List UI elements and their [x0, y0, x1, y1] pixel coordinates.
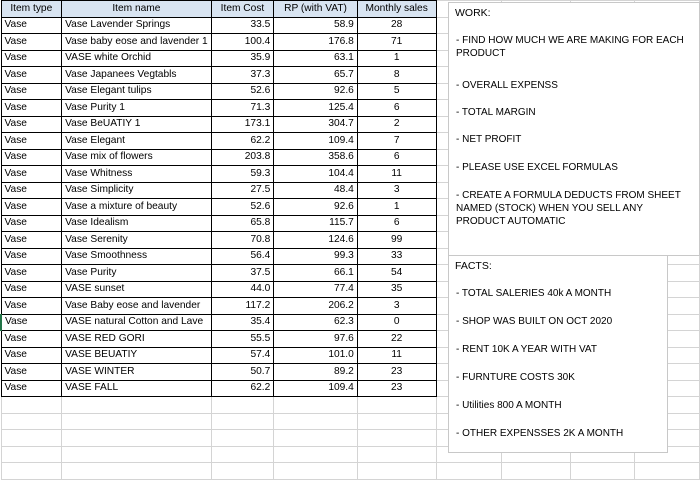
empty-cell[interactable] [570, 463, 634, 480]
cell-monthly-sales[interactable]: 3 [357, 182, 436, 199]
empty-cell[interactable] [357, 413, 436, 430]
cell-rp-with-vat[interactable]: 77.4 [274, 281, 358, 298]
empty-cell[interactable] [211, 397, 274, 414]
cell-item-name[interactable]: Vase Japanees Vegtabls [62, 67, 212, 84]
cell-rp-with-vat[interactable]: 65.7 [274, 67, 358, 84]
cell-rp-with-vat[interactable]: 109.4 [274, 133, 358, 150]
empty-cell[interactable] [357, 463, 436, 480]
cell-item-type[interactable]: Vase [1, 232, 62, 249]
cell-item-name[interactable]: VASE WINTER [62, 364, 212, 381]
empty-cell[interactable] [1, 397, 62, 414]
cell-monthly-sales[interactable]: 11 [357, 347, 436, 364]
facts-panel [448, 255, 668, 453]
cell-rp-with-vat[interactable]: 104.4 [274, 166, 358, 183]
empty-cell[interactable] [62, 463, 212, 480]
cell-item-type[interactable]: Vase [1, 133, 62, 150]
cell-item-type[interactable]: Vase [1, 67, 62, 84]
header-monthly-sales[interactable]: Monthly sales [357, 1, 436, 18]
cell-item-name[interactable]: Vase Serenity [62, 232, 212, 249]
header-item-type[interactable]: Item type [1, 1, 62, 18]
cell-item-type[interactable]: Vase [1, 83, 62, 100]
cell-item-type[interactable]: Vase [1, 248, 62, 265]
cell-item-type[interactable]: Vase [1, 265, 62, 282]
empty-cell[interactable] [211, 413, 274, 430]
cell-item-name[interactable]: Vase a mixture of beauty [62, 199, 212, 216]
cell-rp-with-vat[interactable]: 97.6 [274, 331, 358, 348]
empty-cell[interactable] [1, 413, 62, 430]
cell-item-cost[interactable]: 70.8 [211, 232, 274, 249]
cell-item-type[interactable]: Vase [1, 298, 62, 315]
cell-item-name[interactable]: VASE RED GORI [62, 331, 212, 348]
facts-item-2: - SHOP WAS BUILT ON OCT 2020 [456, 316, 613, 327]
facts-title: FACTS: [455, 260, 492, 272]
cell-rp-with-vat[interactable]: 48.4 [274, 182, 358, 199]
cell-rp-with-vat[interactable]: 62.3 [274, 314, 358, 331]
cell-item-cost[interactable]: 35.9 [211, 50, 274, 67]
cell-monthly-sales[interactable]: 35 [357, 281, 436, 298]
cell-item-cost[interactable]: 52.6 [211, 83, 274, 100]
empty-cell[interactable] [62, 446, 212, 463]
empty-cell[interactable] [501, 463, 570, 480]
cell-item-cost[interactable]: 50.7 [211, 364, 274, 381]
cell-monthly-sales[interactable]: 2 [357, 116, 436, 133]
cell-item-type[interactable]: Vase [1, 166, 62, 183]
empty-cell[interactable] [274, 463, 358, 480]
cell-item-cost[interactable]: 56.4 [211, 248, 274, 265]
cell-rp-with-vat[interactable]: 206.2 [274, 298, 358, 315]
empty-cell[interactable] [274, 430, 358, 447]
cell-item-name[interactable]: Vase baby eose and lavender 1 [62, 34, 212, 51]
empty-cell[interactable] [211, 463, 274, 480]
header-item-name[interactable]: Item name [62, 1, 212, 18]
work-item-4: - NET PROFIT [456, 134, 522, 145]
cell-item-type[interactable]: Vase [1, 347, 62, 364]
empty-cell[interactable] [274, 446, 358, 463]
cell-item-cost[interactable]: 33.5 [211, 17, 274, 34]
empty-cell[interactable] [274, 413, 358, 430]
facts-item-3: - RENT 10K A YEAR WITH VAT [456, 344, 597, 355]
empty-cell[interactable] [1, 463, 62, 480]
cell-item-name[interactable]: VASE white Orchid [62, 50, 212, 67]
cell-monthly-sales[interactable]: 54 [357, 265, 436, 282]
cell-rp-with-vat[interactable]: 125.4 [274, 100, 358, 117]
cell-item-name[interactable]: Vase Whitness [62, 166, 212, 183]
empty-cell[interactable] [62, 430, 212, 447]
work-item-3: - TOTAL MARGIN [456, 107, 536, 118]
cell-rp-with-vat[interactable]: 89.2 [274, 364, 358, 381]
cell-item-cost[interactable]: 173.1 [211, 116, 274, 133]
cell-item-cost[interactable]: 44.0 [211, 281, 274, 298]
cell-item-type[interactable]: Vase [1, 199, 62, 216]
cell-rp-with-vat[interactable]: 92.6 [274, 83, 358, 100]
cell-rp-with-vat[interactable]: 176.8 [274, 34, 358, 51]
cell-item-name[interactable]: Vase Simplicity [62, 182, 212, 199]
empty-cell[interactable] [357, 397, 436, 414]
table-row [1, 463, 700, 480]
empty-cell[interactable] [62, 397, 212, 414]
cell-monthly-sales[interactable]: 5 [357, 83, 436, 100]
cell-rp-with-vat[interactable]: 115.7 [274, 215, 358, 232]
cell-rp-with-vat[interactable]: 58.9 [274, 17, 358, 34]
cell-item-type[interactable]: Vase [1, 314, 62, 331]
cell-item-type[interactable]: Vase [1, 34, 62, 51]
empty-cell[interactable] [211, 446, 274, 463]
cell-monthly-sales[interactable]: 0 [357, 314, 436, 331]
cell-rp-with-vat[interactable]: 92.6 [274, 199, 358, 216]
cell-rp-with-vat[interactable]: 66.1 [274, 265, 358, 282]
cell-item-cost[interactable]: 59.3 [211, 166, 274, 183]
cell-item-cost[interactable]: 27.5 [211, 182, 274, 199]
cell-item-cost[interactable]: 55.5 [211, 331, 274, 348]
cell-item-type[interactable]: Vase [1, 331, 62, 348]
cell-item-name[interactable]: Vase Smoothness [62, 248, 212, 265]
work-item-1: - FIND HOW MUCH WE ARE MAKING FOR EACH PRODUCT [456, 35, 684, 59]
cell-monthly-sales[interactable]: 3 [357, 298, 436, 315]
cell-rp-with-vat[interactable]: 109.4 [274, 380, 358, 397]
cell-item-name[interactable]: VASE FALL [62, 380, 212, 397]
cell-monthly-sales[interactable]: 1 [357, 50, 436, 67]
cell-item-name[interactable]: Vase Elegant tulips [62, 83, 212, 100]
facts-item-6: - OTHER EXPENSSES 2K A MONTH [456, 428, 624, 439]
cell-monthly-sales[interactable]: 71 [357, 34, 436, 51]
empty-cell[interactable] [436, 463, 501, 480]
cell-item-name[interactable]: Vase Baby eose and lavender [62, 298, 212, 315]
cell-item-type[interactable]: Vase [1, 182, 62, 199]
cell-monthly-sales[interactable]: 6 [357, 215, 436, 232]
cell-item-type[interactable]: Vase [1, 17, 62, 34]
cell-item-name[interactable]: Vase mix of flowers [62, 149, 212, 166]
cell-monthly-sales[interactable]: 6 [357, 100, 436, 117]
cell-monthly-sales[interactable]: 7 [357, 133, 436, 150]
cell-item-type[interactable]: Vase [1, 364, 62, 381]
facts-item-5: - Utilities 800 A MONTH [456, 400, 562, 411]
cell-item-type[interactable]: Vase [1, 215, 62, 232]
empty-cell[interactable] [274, 397, 358, 414]
facts-item-4: - FURNTURE COSTS 30K [456, 372, 575, 383]
cell-item-type[interactable]: Vase [1, 281, 62, 298]
cell-item-type[interactable]: Vase [1, 380, 62, 397]
cell-item-cost[interactable]: 37.3 [211, 67, 274, 84]
cell-item-cost[interactable]: 117.2 [211, 298, 274, 315]
cell-monthly-sales[interactable]: 28 [357, 17, 436, 34]
cell-item-cost[interactable]: 35.4 [211, 314, 274, 331]
cell-monthly-sales[interactable]: 8 [357, 67, 436, 84]
cell-monthly-sales[interactable]: 23 [357, 364, 436, 381]
header-rp-with-vat[interactable]: RP (with VAT) [274, 1, 358, 18]
cell-rp-with-vat[interactable]: 99.3 [274, 248, 358, 265]
cell-item-name[interactable]: Vase BeUATIY 1 [62, 116, 212, 133]
header-item-cost[interactable]: Item Cost [211, 1, 274, 18]
cell-monthly-sales[interactable]: 33 [357, 248, 436, 265]
cell-item-cost[interactable]: 71.3 [211, 100, 274, 117]
cell-item-type[interactable]: Vase [1, 116, 62, 133]
cell-item-name[interactable]: VASE sunset [62, 281, 212, 298]
cell-item-name[interactable]: VASE BEUATIY [62, 347, 212, 364]
work-item-6: - CREATE A FORMULA DEDUCTS FROM SHEET NAMED (STOCK) WHEN YOU SELL ANY PRODUCT AUTOMATIC [456, 190, 681, 227]
cell-monthly-sales[interactable]: 22 [357, 331, 436, 348]
cell-item-name[interactable]: Vase Idealism [62, 215, 212, 232]
empty-cell[interactable] [1, 430, 62, 447]
cell-item-type[interactable]: Vase [1, 149, 62, 166]
cell-rp-with-vat[interactable]: 63.1 [274, 50, 358, 67]
cell-item-cost[interactable]: 203.8 [211, 149, 274, 166]
cell-monthly-sales[interactable]: 11 [357, 166, 436, 183]
cell-item-cost[interactable]: 37.5 [211, 265, 274, 282]
empty-cell[interactable] [357, 446, 436, 463]
cell-item-type[interactable]: Vase [1, 100, 62, 117]
empty-cell[interactable] [211, 430, 274, 447]
cell-monthly-sales[interactable]: 99 [357, 232, 436, 249]
cell-rp-with-vat[interactable]: 304.7 [274, 116, 358, 133]
cell-item-cost[interactable]: 57.4 [211, 347, 274, 364]
empty-cell[interactable] [62, 413, 212, 430]
cell-item-cost[interactable]: 62.2 [211, 380, 274, 397]
cell-monthly-sales[interactable]: 6 [357, 149, 436, 166]
cell-item-name[interactable]: Vase Purity [62, 265, 212, 282]
cell-item-cost[interactable]: 62.2 [211, 133, 274, 150]
cell-rp-with-vat[interactable]: 101.0 [274, 347, 358, 364]
cell-item-name[interactable]: Vase Lavender Springs [62, 17, 212, 34]
cell-item-cost[interactable]: 52.6 [211, 199, 274, 216]
cell-item-name[interactable]: Vase Elegant [62, 133, 212, 150]
empty-cell[interactable] [1, 446, 62, 463]
empty-cell[interactable] [357, 430, 436, 447]
cell-monthly-sales[interactable]: 1 [357, 199, 436, 216]
work-item-5: - PLEASE USE EXCEL FORMULAS [456, 162, 618, 173]
cell-item-cost[interactable]: 65.8 [211, 215, 274, 232]
facts-item-1: - TOTAL SALERIES 40k A MONTH [456, 288, 612, 299]
work-item-2: - OVERALL EXPENSS [456, 80, 558, 91]
empty-cell[interactable] [634, 463, 699, 480]
work-title: WORK: [455, 7, 491, 19]
cell-monthly-sales[interactable]: 23 [357, 380, 436, 397]
cell-item-name[interactable]: Vase Purity 1 [62, 100, 212, 117]
work-panel [448, 2, 700, 256]
cell-rp-with-vat[interactable]: 358.6 [274, 149, 358, 166]
cell-item-name[interactable]: VASE natural Cotton and Lave [62, 314, 212, 331]
cell-item-type[interactable]: Vase [1, 50, 62, 67]
cell-item-cost[interactable]: 100.4 [211, 34, 274, 51]
cell-rp-with-vat[interactable]: 124.6 [274, 232, 358, 249]
